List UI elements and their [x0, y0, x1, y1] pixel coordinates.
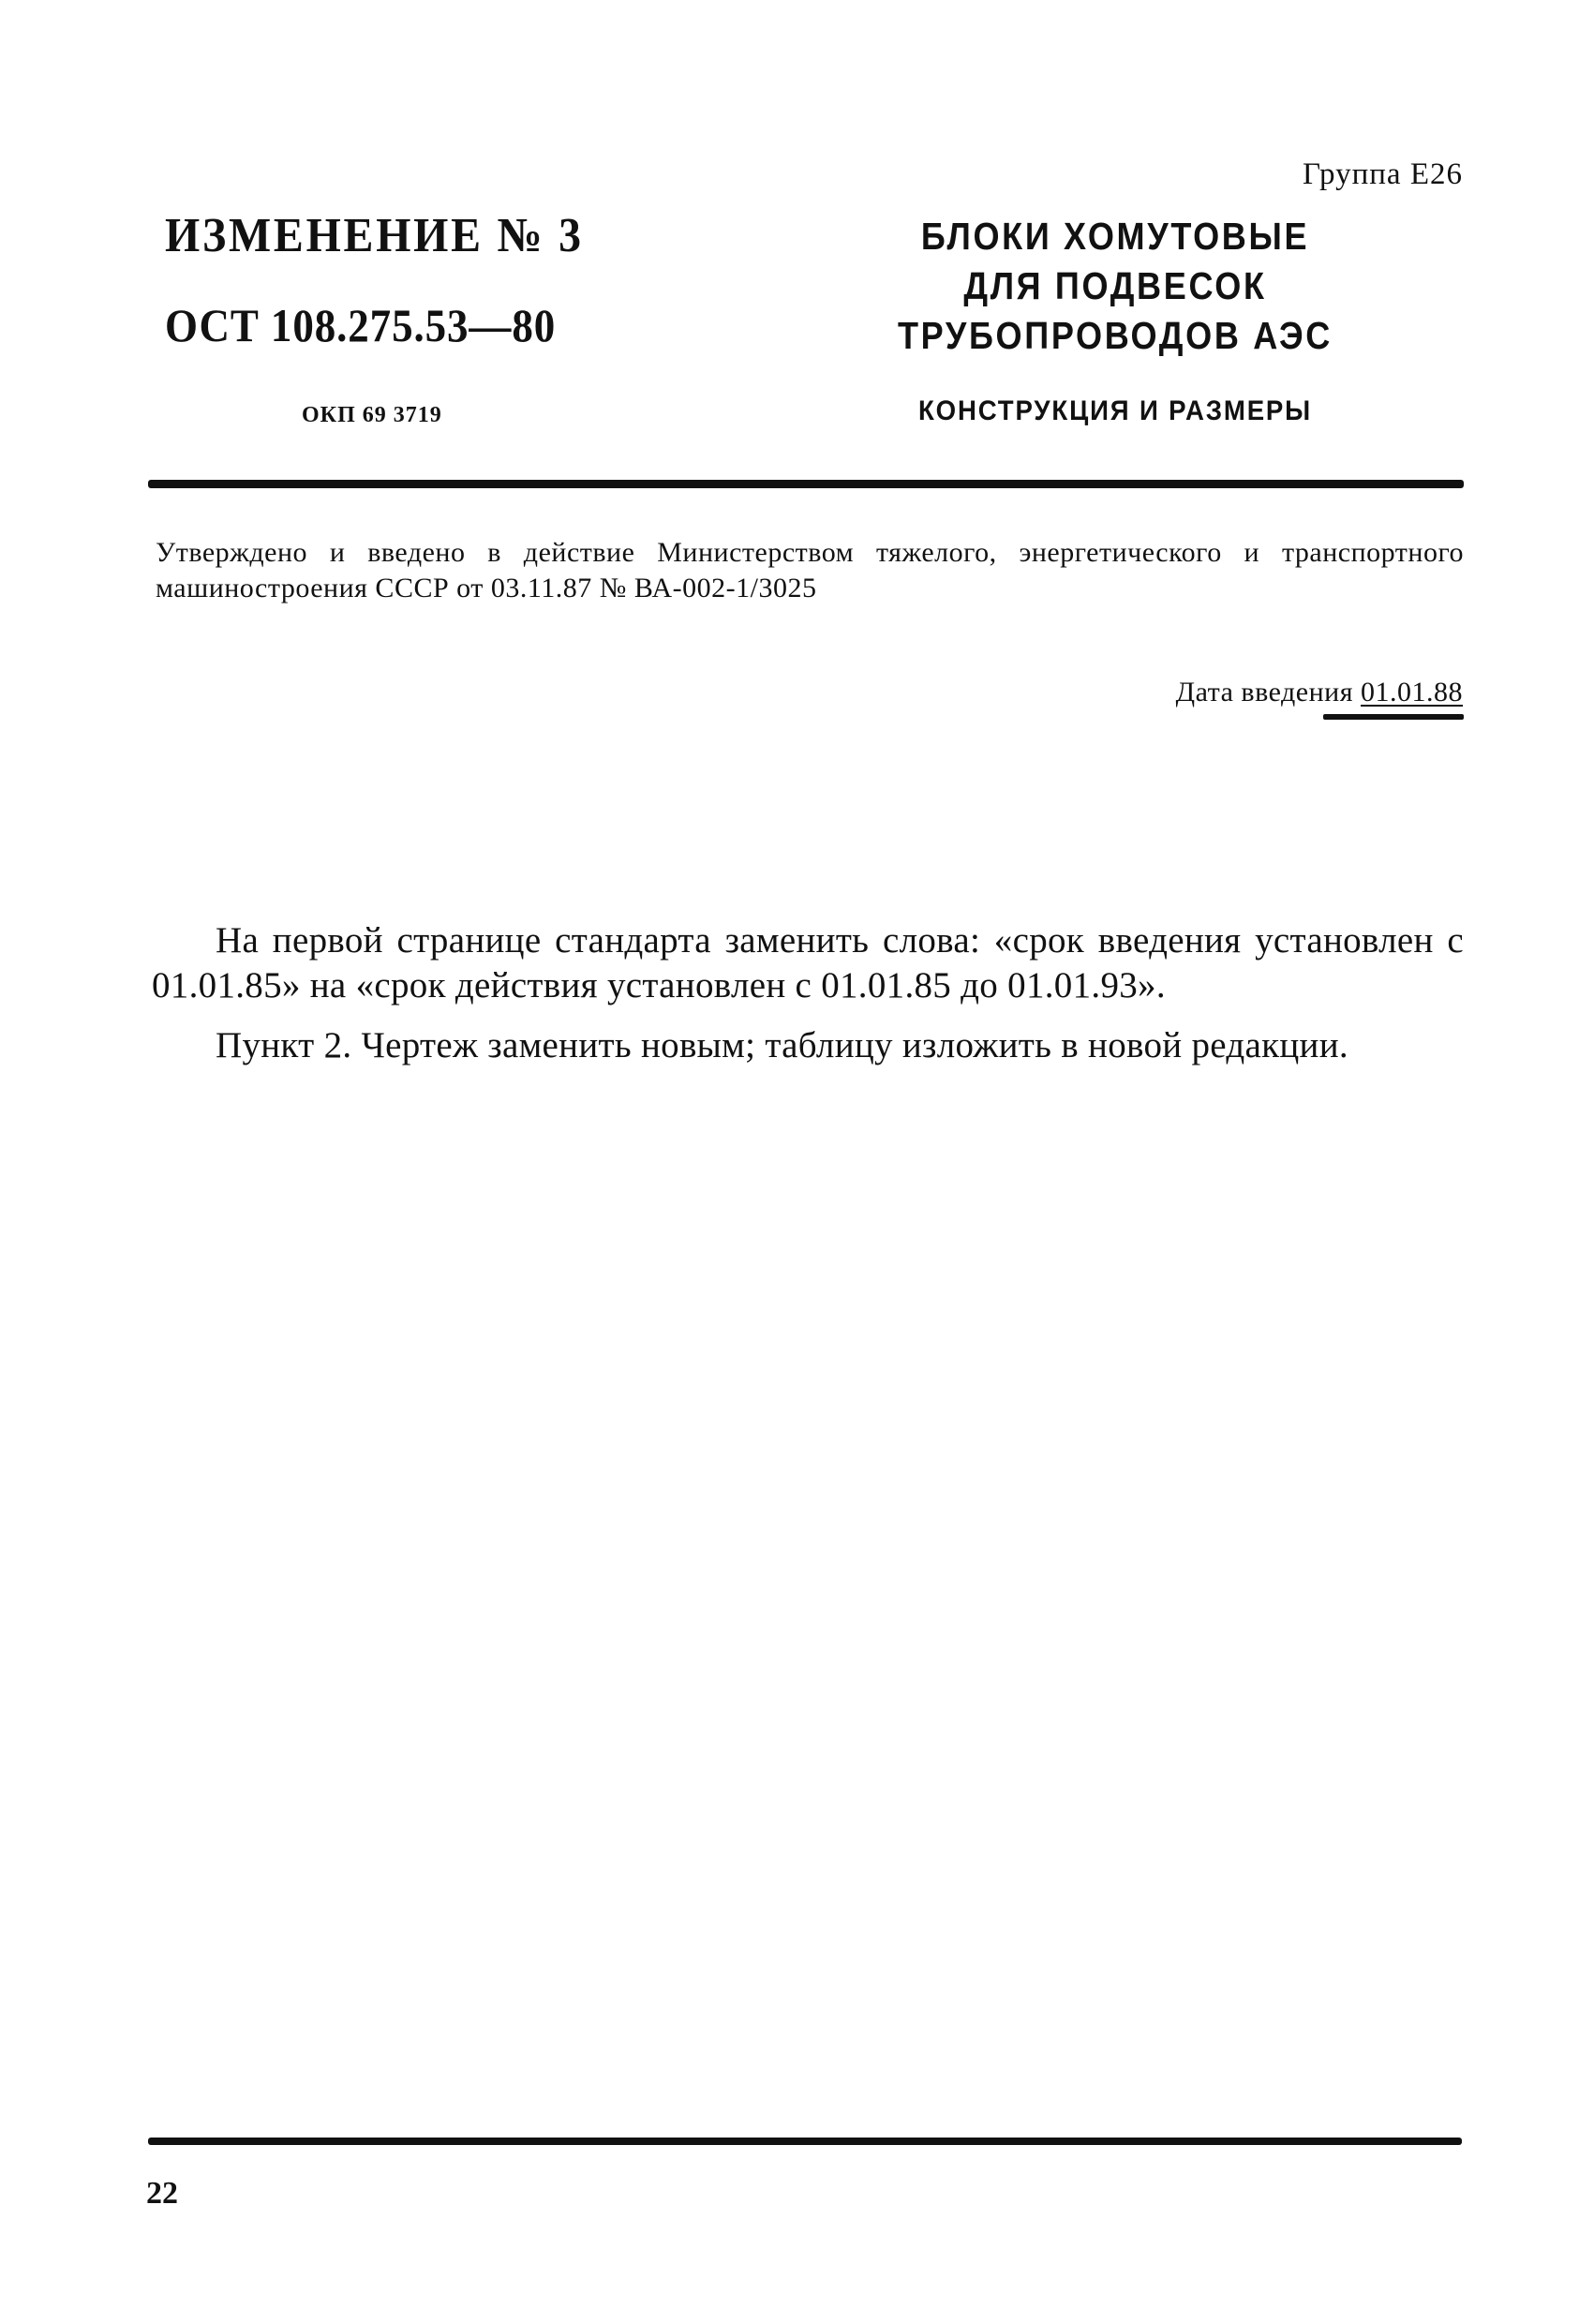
group-label: Группа Е26	[1303, 157, 1463, 191]
document-title-line: ТРУБОПРОВОДОВ АЭС	[897, 314, 1333, 357]
body-paragraph: На первой странице стандарта заменить слова: «срок введения установлен с 01.01.85» на «срок действия установлен с 01.01.85 до 01.01.93».	[152, 920, 1464, 1006]
date-underline-bar	[1323, 714, 1464, 720]
body-paragraph: Пункт 2. Чертеж заменить новым; таблицу изложить в новой редакции.	[216, 1025, 1348, 1065]
okp-code: ОКП 69 3719	[302, 403, 442, 427]
document-subtitle: КОНСТРУКЦИЯ И РАЗМЕРЫ	[917, 395, 1313, 426]
introduction-date	[1176, 677, 1463, 708]
document-title-line: БЛОКИ ХОМУТОВЫЕ	[920, 215, 1310, 258]
footer-divider	[148, 2138, 1462, 2145]
introduction-date-label: Дата введения	[1175, 677, 1353, 708]
introduction-date-value: 01.01.88	[1361, 677, 1463, 708]
change-title: ИЗМЕНЕНИЕ № 3	[165, 209, 584, 262]
header-divider	[148, 480, 1464, 488]
standard-number: ОСТ 108.275.53—80	[165, 299, 557, 351]
document-title-line: ДЛЯ ПОДВЕСОК	[963, 264, 1267, 307]
body-text	[152, 918, 1464, 1083]
document-title	[876, 212, 1354, 361]
approval-statement: Утверждено и введено в действие Министерством тяжелого, энергетического и транспортного машиностроения СССР от 03.11.87 № ВА-002-1/3025	[156, 537, 1464, 603]
page-number: 22	[146, 2176, 178, 2211]
